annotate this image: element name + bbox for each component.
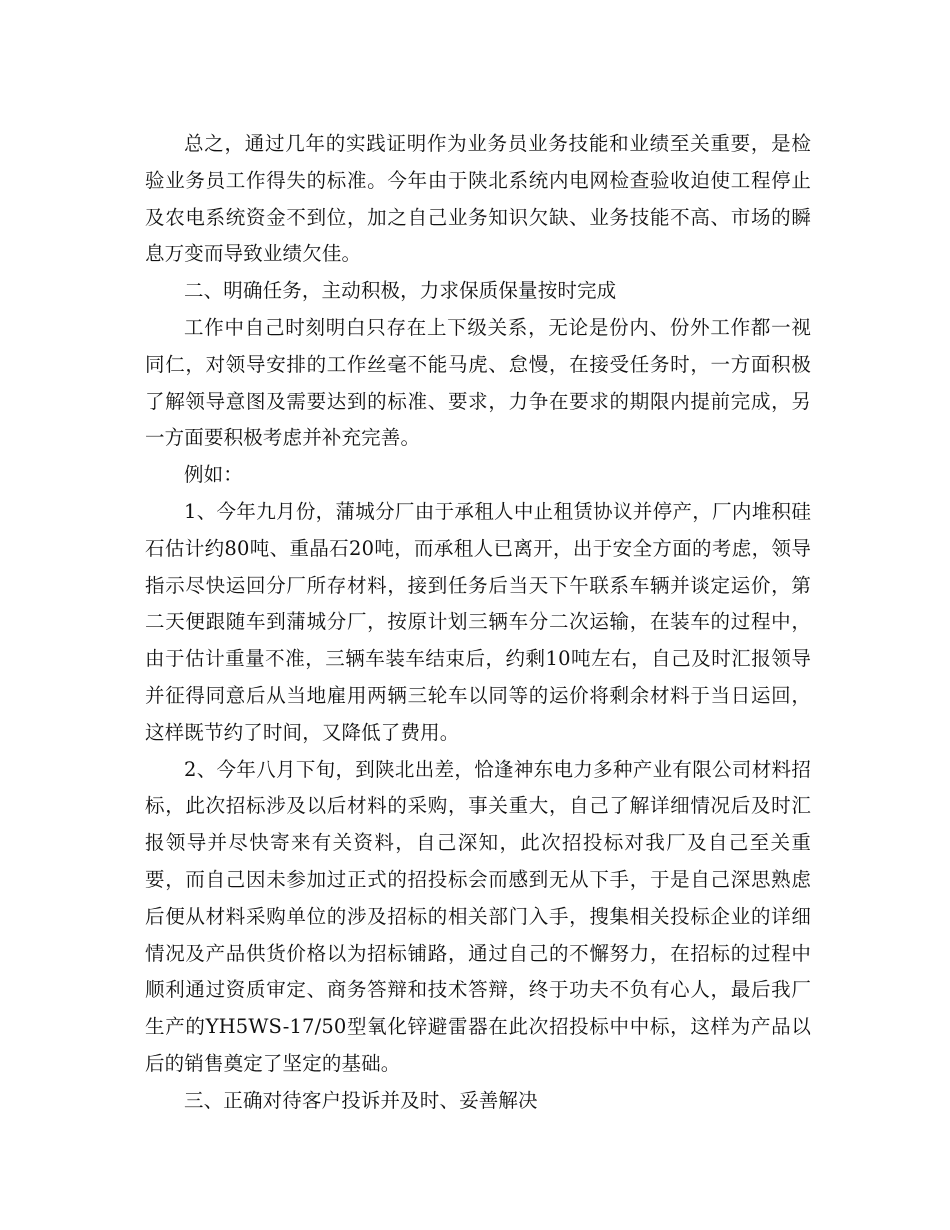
paragraph-summary: 总之，通过几年的实践证明作为业务员业务技能和业绩至关重要，是检验业务员工作得失的标准。今年由于陕北系统内电网检查验收迫使工程停止及农电系统资金不到位，加之自己业务知识欠缺、业务技能不高、市场的瞬息万变而导致业绩欠佳。 bbox=[145, 132, 811, 266]
paragraph-task-attitude: 工作中自己时刻明白只存在上下级关系，无论是份内、份外工作都一视同仁，对领导安排的工作丝毫不能马虎、怠慢，在接受任务时，一方面积极了解领导意图及需要达到的标准、要求，力争在要求的期限内提前完成，另一方面要积极考虑并补充完善。 bbox=[145, 315, 811, 450]
paragraph-example-2: 2、今年八月下旬，到陕北出差，恰逢神东电力多种产业有限公司材料招标，此次招标涉及以后材料的采购，事关重大，自己了解详细情况后及时汇报领导并尽快寄来有关资料，自己深知，此次招投标对我厂及自己至关重要，而自己因未参加过正式的招投标会而感到无从下手，于是自己深思熟虑后便从材料采购单位的涉及招标的相关部门入手，搜集相关投标企业的详细情况及产品供货价格以为招标铺路，通过自己的不懈努力，在招标的过程中顺利通过资质审定、商务答辩和技术答辩，终于功夫不负有心人，最后我厂生产的YH5WS-17/50型氧化锌避雷器在此次招投标中中标，这样为产品以后的销售奠定了坚定的基础。 bbox=[145, 757, 811, 1075]
paragraph-example-label: 例如： bbox=[184, 463, 243, 487]
section-heading-2: 二、明确任务，主动积极，力求保质保量按时完成 bbox=[184, 279, 617, 303]
paragraph-example-1: 1、今年九月份，蒲城分厂由于承租人中止租赁协议并停产，厂内堆积硅石估计约80吨、重晶石20吨，而承租人已离开，出于安全方面的考虑，领导指示尽快运回分厂所存材料，接到任务后当天下午联系车辆并谈定运价，第二天便跟随车到蒲城分厂，按原计划三辆车分二次运输，在装车的过程中，由于估计重量不准，三辆车装车结束后，约剩10吨左右，自己及时汇报领导并征得同意后从当地雇用两辆三轮车以同等的运价将剩余材料于当日运回，这样既节约了时间，又降低了费用。 bbox=[145, 499, 811, 744]
document-body bbox=[145, 126, 811, 1120]
section-heading-3: 三、正确对待客户投诉并及时、妥善解决 bbox=[184, 1088, 538, 1112]
